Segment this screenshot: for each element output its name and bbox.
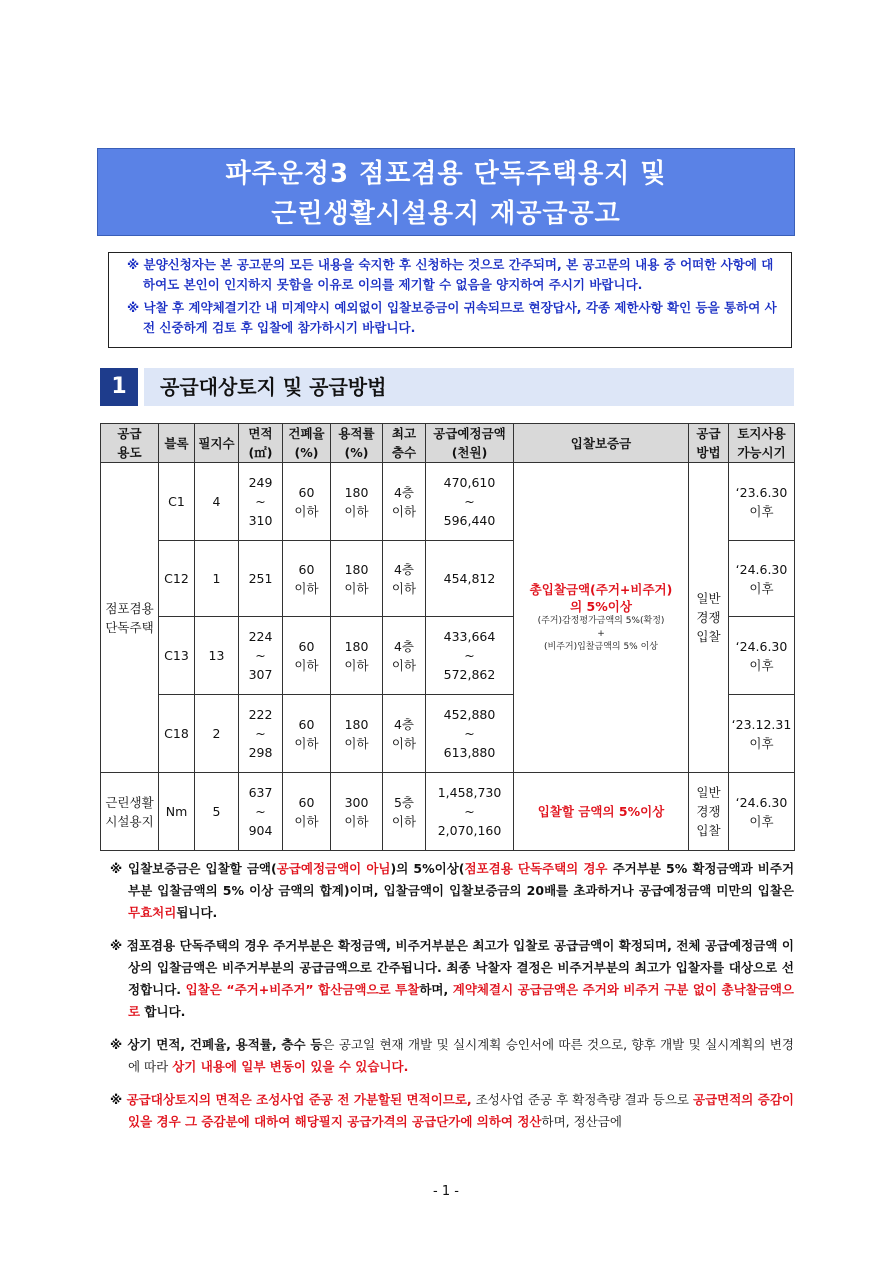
row-period: ‘24.6.30 이후	[729, 541, 795, 617]
table-header-row	[101, 424, 795, 463]
row-far: 180 이하	[331, 695, 383, 773]
row-bcr: 60 이하	[283, 617, 331, 695]
table-row	[101, 773, 795, 851]
row-bcr: 60 이하	[283, 463, 331, 541]
header-area: 면적 (㎡)	[239, 424, 283, 463]
header-far: 용적률 (%)	[331, 424, 383, 463]
note-1-d: 점포겸용 단독주택의 경우	[464, 861, 608, 876]
row-floors: 5층 이하	[383, 773, 426, 851]
row-lots: 2	[195, 695, 239, 773]
note-4-c: 조성사업 준공 후 확정측량 결과 등으로	[471, 1092, 693, 1107]
section-header	[100, 368, 794, 406]
table-row	[101, 463, 795, 541]
row-area: 251	[239, 541, 283, 617]
row-block: C18	[159, 695, 195, 773]
supply-table	[100, 423, 795, 851]
header-bcr: 건폐율 (%)	[283, 424, 331, 463]
title-line-2: 근린생활시설용지 재공급공고	[271, 199, 621, 229]
note-3	[110, 1034, 794, 1078]
row-price: 454,812	[426, 541, 514, 617]
row-far: 180 이하	[331, 463, 383, 541]
row-floors: 4층 이하	[383, 617, 426, 695]
header-block: 블록	[159, 424, 195, 463]
note-1-b: 공급예정금액이 아님	[276, 861, 391, 876]
row-period: ‘24.6.30 이후	[729, 617, 795, 695]
group2-use: 근린생활 시설용지	[101, 773, 159, 851]
row-block: C13	[159, 617, 195, 695]
row-lots: 5	[195, 773, 239, 851]
group1-deposit-main: 총입찰금액(주거+비주거) 의 5%이상	[529, 582, 673, 614]
group1-deposit	[514, 463, 689, 773]
notes	[110, 858, 794, 1144]
notice-box	[108, 252, 792, 348]
row-floors: 4층 이하	[383, 463, 426, 541]
row-price: 1,458,730 ~ 2,070,160	[426, 773, 514, 851]
row-area: 249 ~ 310	[239, 463, 283, 541]
title-box	[97, 148, 795, 236]
group1-use: 점포겸용 단독주택	[101, 463, 159, 773]
group1-method: 일반 경쟁 입찰	[689, 463, 729, 773]
note-4-d: 공급면적의 증감이 있을 경우 그 증감분에 대하여 해당필지 공급가격의 공급단가에 의하여 정산	[128, 1092, 794, 1129]
row-floors: 4층 이하	[383, 541, 426, 617]
row-bcr: 60 이하	[283, 541, 331, 617]
row-price: 452,880 ~ 613,880	[426, 695, 514, 773]
row-bcr: 60 이하	[283, 695, 331, 773]
group2-deposit: 입찰할 금액의 5%이상	[514, 773, 689, 851]
note-2	[110, 935, 794, 1023]
note-3-b: 은 공고일 현재 개발 및 실시계획 승인서에 따른 것으로, 향후 개발 및 실시계획의 변경에 따라	[128, 1037, 794, 1074]
row-period: ‘23.6.30 이후	[729, 463, 795, 541]
note-4-a: ※	[110, 1092, 127, 1107]
header-period: 토지사용 가능시기	[729, 424, 795, 463]
section-number: 1	[100, 368, 138, 406]
note-1-c: )의 5%이상(	[390, 861, 465, 876]
header-lots: 필지수	[195, 424, 239, 463]
header-floors: 최고 층수	[383, 424, 426, 463]
note-3-a: ※ 상기 면적, 건폐율, 용적률, 층수 등	[110, 1037, 323, 1052]
row-period: ‘24.6.30 이후	[729, 773, 795, 851]
note-2-b: 입찰은 “주거+비주거” 합산금액으로 투찰	[185, 982, 420, 997]
row-bcr: 60 이하	[283, 773, 331, 851]
note-4-b: 공급대상토지의 면적은 조성사업 준공 전 가분할된 면적이므로,	[126, 1092, 472, 1107]
row-lots: 13	[195, 617, 239, 695]
notice-item-2: ※ 낙찰 후 계약체결기간 내 미계약시 예외없이 입찰보증금이 귀속되므로 현장답사, 각종 제한사항 확인 등을 통하여 사전 신중하게 검토 후 입찰에 참가하시기 바랍니다.	[127, 300, 777, 335]
section-title: 공급대상토지 및 공급방법	[160, 375, 387, 399]
note-2-d: 계약체결시 공급금액은 주거와 비주거 구분 없이 총낙찰금액으로	[128, 982, 794, 1019]
note-3-c: 상기 내용에 일부 변동이 있을 수 있습니다.	[172, 1059, 409, 1074]
page-number: - 1 -	[433, 1184, 459, 1199]
row-far: 300 이하	[331, 773, 383, 851]
row-period: ‘23.12.31 이후	[729, 695, 795, 773]
row-price: 470,610 ~ 596,440	[426, 463, 514, 541]
note-1-f: 무효처리	[128, 905, 177, 920]
note-2-a: ※ 점포겸용 단독주택의 경우 주거부분은 확정금액, 비주거부분은 최고가 입찰로 공급금액이 확정되며, 전체 공급예정금액 이상의 입찰금액은 비주거부분의 공급금액으로 간주됩니다. 최종 낙찰자 결정은 비주거부분의 최고가 입찰자를 대상으로 선정합니다.	[110, 938, 794, 997]
row-lots: 4	[195, 463, 239, 541]
header-deposit: 입찰보증금	[514, 424, 689, 463]
row-area: 224 ~ 307	[239, 617, 283, 695]
group2-method: 일반 경쟁 입찰	[689, 773, 729, 851]
note-1	[110, 858, 794, 924]
note-1-e: 주거부분 5% 확정금액과 비주거부분 입찰금액의 5% 이상 금액의 합계)이며, 입찰금액이 입찰보증금의 20배를 초과하거나 공급예정금액 미만의 입찰은	[128, 861, 795, 898]
header-use: 공급 용도	[101, 424, 159, 463]
header-method: 공급 방법	[689, 424, 729, 463]
note-2-e: 합니다.	[140, 1004, 186, 1019]
row-floors: 4층 이하	[383, 695, 426, 773]
row-block: Nm	[159, 773, 195, 851]
row-block: C1	[159, 463, 195, 541]
row-far: 180 이하	[331, 617, 383, 695]
row-block: C12	[159, 541, 195, 617]
note-1-g: 됩니다.	[176, 905, 218, 920]
row-price: 433,664 ~ 572,862	[426, 617, 514, 695]
row-area: 637 ~ 904	[239, 773, 283, 851]
title-line-1: 파주운정3 점포겸용 단독주택용지 및	[225, 159, 667, 189]
note-4	[110, 1089, 794, 1133]
note-2-c: 하며,	[419, 982, 453, 997]
notice-item-1: ※ 분양신청자는 본 공고문의 모든 내용을 숙지한 후 신청하는 것으로 간주되며, 본 공고문의 내용 중 어떠한 사항에 대하여도 본인이 인지하지 못함을 이유로 이의를 제기할 수 없음을 양지하여 주시기 바랍니다.	[127, 257, 774, 292]
header-price: 공급예정금액 (천원)	[426, 424, 514, 463]
row-lots: 1	[195, 541, 239, 617]
note-1-a: ※ 입찰보증금은 입찰할 금액(	[110, 861, 277, 876]
note-4-e: 하며, 정산금에	[541, 1114, 622, 1129]
row-area: 222 ~ 298	[239, 695, 283, 773]
group1-deposit-sub: (주거)감정평가금액의 5%(확정) + (비주거)입찰금액의 5% 이상	[537, 616, 665, 652]
row-far: 180 이하	[331, 541, 383, 617]
